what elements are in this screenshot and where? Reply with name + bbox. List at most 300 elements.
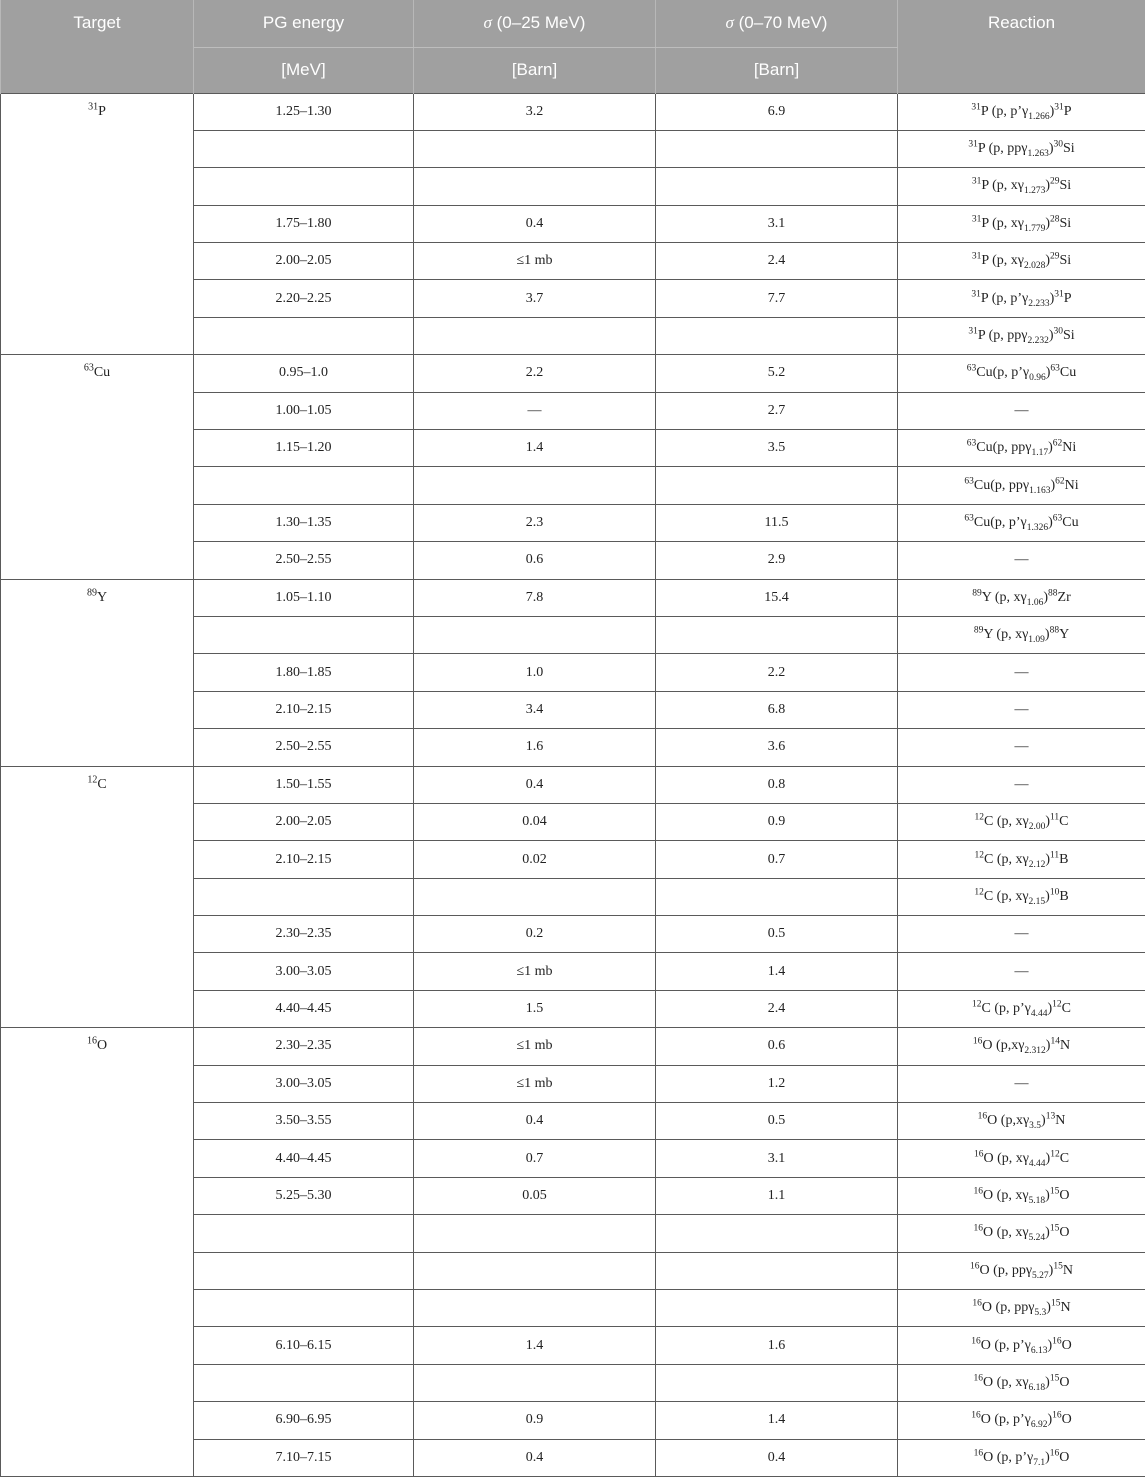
reaction-channel: (p, ppγ — [985, 141, 1028, 157]
pg-energy-cell — [194, 467, 414, 504]
reaction-cell — [898, 990, 1145, 1027]
product-mass-number: 29 — [1050, 251, 1060, 262]
product-symbol: B — [1059, 851, 1069, 867]
product-symbol: P — [1063, 290, 1072, 306]
reaction-channel: (p, xγ — [993, 851, 1029, 867]
product-symbol: Ni — [1064, 477, 1079, 493]
product-mass-number: 16 — [1049, 1448, 1060, 1459]
target-mass-number: 16 — [972, 1036, 983, 1047]
sigma-25-cell: 1.6 — [414, 729, 656, 766]
target-symbol: P — [980, 290, 989, 306]
sigma-70-cell: 2.7 — [656, 392, 898, 429]
gamma-energy: 2.12 — [1028, 859, 1046, 870]
reaction-cell — [898, 430, 1145, 467]
sigma-25-cell: 1.4 — [414, 430, 656, 467]
close-paren: ) — [1044, 627, 1050, 643]
pg-energy-cell: 1.75–1.80 — [194, 205, 414, 242]
product-mass-number: 62 — [1055, 475, 1065, 486]
close-paren: ) — [1045, 888, 1050, 904]
close-paren: ) — [1049, 103, 1055, 119]
product-mass-number: 88 — [1048, 588, 1058, 599]
product-symbol: Cu — [1062, 514, 1079, 530]
reaction-cell — [898, 467, 1145, 504]
target-mass-number: 63 — [964, 475, 974, 486]
close-paren: ) — [1045, 1188, 1050, 1204]
pg-energy-cell: 1.30–1.35 — [194, 504, 414, 541]
reaction-cell: — — [898, 729, 1145, 766]
reaction-cell — [898, 803, 1145, 840]
reaction-channel: (p, ppγ — [992, 440, 1032, 456]
product-symbol: O — [1061, 1337, 1072, 1353]
sigma-25-cell — [414, 1215, 656, 1252]
reaction-channel: (p, p’γ — [988, 290, 1029, 306]
close-paren: ) — [1045, 1374, 1050, 1390]
target-mass-number: 12 — [974, 812, 984, 823]
sigma-70-range: (0–70 MeV) — [738, 13, 828, 32]
close-paren: ) — [1048, 440, 1053, 456]
product-mass-number: 88 — [1049, 625, 1060, 636]
product-mass-number: 15 — [1049, 1186, 1060, 1197]
pg-energy-cell — [194, 1252, 414, 1289]
pg-energy-cell — [194, 616, 414, 653]
reaction-channel: (p, xγ — [993, 1225, 1029, 1241]
reaction-cell — [898, 1364, 1145, 1401]
sigma-70-cell: 1.2 — [656, 1065, 898, 1102]
product-symbol: C — [1059, 1150, 1070, 1166]
target-symbol: P — [977, 141, 986, 157]
close-paren: ) — [1047, 1412, 1053, 1428]
product-symbol: N — [1055, 1113, 1066, 1129]
close-paren: ) — [1049, 290, 1055, 306]
target-symbol: O — [981, 1300, 993, 1316]
table-body — [1, 93, 1145, 1476]
pg-energy-cell: 1.00–1.05 — [194, 392, 414, 429]
sigma-70-cell: 0.4 — [656, 1439, 898, 1476]
sigma-70-cell: 0.5 — [656, 1103, 898, 1140]
gamma-energy: 7.1 — [1033, 1457, 1046, 1468]
product-mass-number: 14 — [1050, 1036, 1060, 1047]
product-symbol: Si — [1059, 215, 1072, 231]
gamma-energy: 1.17 — [1031, 448, 1049, 458]
product-symbol: O — [1059, 1188, 1070, 1204]
sigma-symbol: σ — [483, 13, 492, 32]
pg-energy-cell: 6.90–6.95 — [194, 1402, 414, 1439]
sigma-25-cell: 2.2 — [414, 355, 656, 392]
product-symbol: B — [1059, 888, 1069, 904]
gamma-energy: 2.312 — [1024, 1046, 1046, 1057]
target-mass-number: 12 — [972, 999, 982, 1010]
reaction-cell — [898, 1252, 1145, 1289]
product-symbol: Ni — [1062, 440, 1077, 456]
product-mass-number: 15 — [1049, 1223, 1060, 1234]
sigma-25-cell: 0.05 — [414, 1177, 656, 1214]
product-symbol: Si — [1063, 141, 1075, 157]
target-symbol: P — [981, 215, 989, 231]
gamma-energy: 2.028 — [1023, 261, 1046, 272]
reaction-cell — [898, 504, 1145, 541]
reaction-cell — [898, 1439, 1145, 1476]
target-symbol: P — [977, 328, 986, 344]
pg-energy-cell — [194, 130, 414, 167]
target-mass-number: 31 — [971, 251, 982, 262]
target-mass-number: 16 — [973, 1223, 984, 1234]
pg-energy-cell: 1.25–1.30 — [194, 93, 414, 130]
reaction-cell: — — [898, 392, 1145, 429]
close-paren: ) — [1048, 1262, 1054, 1278]
target-symbol: O — [983, 1225, 994, 1241]
reaction-channel: (p, p’γ — [990, 514, 1027, 530]
sigma-70-cell — [656, 878, 898, 915]
close-paren: ) — [1041, 1113, 1046, 1129]
reaction-channel: (p, xγ — [993, 1374, 1029, 1390]
pg-energy-cell: 2.50–2.55 — [194, 729, 414, 766]
close-paren: ) — [1045, 814, 1050, 830]
gamma-energy: 4.44 — [1028, 1158, 1046, 1169]
pg-energy-cell — [194, 317, 414, 354]
reaction-cell: — — [898, 953, 1145, 990]
sigma-25-cell: 0.6 — [414, 542, 656, 579]
sigma-25-cell: 2.3 — [414, 504, 656, 541]
gamma-energy: 6.13 — [1030, 1345, 1048, 1356]
target-symbol: O — [983, 1374, 994, 1390]
sigma-70-cell: 1.4 — [656, 953, 898, 990]
target-mass-number: 63 — [964, 513, 974, 524]
target-element: P — [98, 103, 106, 119]
target-symbol: O — [979, 1262, 990, 1278]
sigma-25-cell: 1.4 — [414, 1327, 656, 1364]
reaction-cell: — — [898, 916, 1145, 953]
reaction-channel: (p, xγ — [993, 1188, 1029, 1204]
target-mass-number: 16 — [977, 1111, 988, 1122]
sigma-25-cell: 3.7 — [414, 280, 656, 317]
reaction-cell — [898, 579, 1145, 616]
product-mass-number: 30 — [1053, 326, 1063, 337]
col-header-target: Target — [1, 0, 194, 93]
gamma-energy: 3.5 — [1029, 1121, 1042, 1132]
reaction-channel: (p, xγ — [991, 589, 1027, 605]
reaction-cell — [898, 1402, 1145, 1439]
close-paren: ) — [1045, 1449, 1050, 1465]
gamma-energy: 5.24 — [1028, 1233, 1046, 1244]
sigma-25-cell — [414, 878, 656, 915]
sigma-70-cell: 2.4 — [656, 243, 898, 280]
product-symbol: Si — [1063, 328, 1075, 344]
pg-energy-cell: 6.10–6.15 — [194, 1327, 414, 1364]
sigma-25-cell: 3.4 — [414, 691, 656, 728]
product-symbol: O — [1061, 1412, 1072, 1428]
gamma-energy: 1.163 — [1029, 485, 1051, 496]
product-mass-number: 13 — [1045, 1111, 1056, 1122]
pg-energy-cell — [194, 1364, 414, 1401]
target-cell — [1, 355, 194, 579]
target-mass-number: 31 — [971, 288, 981, 299]
product-mass-number: 11 — [1050, 849, 1060, 860]
target-mass-number: 16 — [973, 1373, 984, 1384]
table-row — [1, 1028, 1145, 1065]
target-cell — [1, 766, 194, 1028]
target-mass-number: 16 — [972, 1298, 982, 1309]
reaction-cell — [898, 243, 1145, 280]
target-symbol: P — [981, 178, 989, 194]
product-mass-number: 16 — [1052, 1410, 1062, 1421]
close-paren: ) — [1045, 365, 1051, 381]
table-row — [1, 579, 1145, 616]
sigma-70-cell: 0.5 — [656, 916, 898, 953]
target-symbol: Cu — [976, 365, 993, 381]
gamma-energy: 0.96 — [1029, 373, 1046, 384]
reaction-channel: (p, ppγ — [985, 328, 1028, 344]
target-symbol: C — [984, 851, 994, 867]
reaction-cell — [898, 878, 1145, 915]
pg-energy-cell: 2.30–2.35 — [194, 1028, 414, 1065]
sigma-70-cell — [656, 130, 898, 167]
sigma-25-cell — [414, 1364, 656, 1401]
reaction-cell — [898, 841, 1145, 878]
target-symbol: C — [981, 1001, 991, 1017]
sigma-25-cell — [414, 130, 656, 167]
product-symbol: Cu — [1059, 365, 1077, 381]
pg-energy-cell: 3.00–3.05 — [194, 1065, 414, 1102]
gamma-energy: 2.233 — [1028, 298, 1050, 309]
product-symbol: P — [1063, 103, 1072, 119]
close-paren: ) — [1045, 1038, 1051, 1054]
close-paren: ) — [1045, 253, 1050, 269]
sigma-25-cell: ≤1 mb — [414, 953, 656, 990]
sigma-70-cell: 6.9 — [656, 93, 898, 130]
sigma-25-cell: 0.04 — [414, 803, 656, 840]
table-row — [1, 766, 1145, 803]
product-mass-number: 11 — [1050, 812, 1060, 823]
reaction-cell — [898, 93, 1145, 130]
product-mass-number: 12 — [1052, 999, 1062, 1010]
reaction-cell — [898, 1215, 1145, 1252]
reaction-cell — [898, 1177, 1145, 1214]
reaction-cell: — — [898, 691, 1145, 728]
reaction-cell: — — [898, 654, 1145, 691]
sigma-70-cell: 11.5 — [656, 504, 898, 541]
product-mass-number: 15 — [1050, 1298, 1061, 1309]
pg-energy-cell: 7.10–7.15 — [194, 1439, 414, 1476]
target-mass-number: 63 — [966, 363, 977, 374]
target-mass: 31 — [88, 100, 99, 112]
pg-energy-cell: 2.00–2.05 — [194, 803, 414, 840]
sigma-25-cell: 0.4 — [414, 766, 656, 803]
sigma-70-cell: 1.6 — [656, 1327, 898, 1364]
product-mass-number: 30 — [1053, 139, 1063, 150]
reaction-channel: (p, p’γ — [990, 1337, 1031, 1353]
target-symbol: O — [980, 1412, 991, 1428]
reaction-cell — [898, 1028, 1145, 1065]
product-mass-number: 12 — [1050, 1148, 1060, 1159]
target-symbol: Y — [983, 627, 993, 643]
target-symbol: C — [984, 814, 994, 830]
reaction-channel: (p, xγ — [988, 178, 1024, 194]
close-paren: ) — [1045, 178, 1050, 194]
gamma-energy: 1.779 — [1023, 223, 1046, 234]
product-mass-number: 29 — [1050, 176, 1060, 187]
sigma-70-cell: 3.6 — [656, 729, 898, 766]
target-mass-number: 31 — [968, 139, 978, 150]
product-symbol: Si — [1059, 253, 1072, 269]
target-mass-number: 31 — [971, 176, 982, 187]
target-symbol: Cu — [973, 477, 991, 493]
pg-energy-cell: 2.10–2.15 — [194, 841, 414, 878]
reaction-channel: (p,xγ — [997, 1113, 1030, 1129]
table-row — [1, 93, 1145, 130]
pg-energy-cell: 3.50–3.55 — [194, 1103, 414, 1140]
reaction-channel: (p,xγ — [992, 1038, 1025, 1054]
close-paren: ) — [1047, 1337, 1053, 1353]
sigma-25-cell: 0.4 — [414, 205, 656, 242]
target-symbol: C — [983, 888, 994, 904]
sigma-70-cell — [656, 317, 898, 354]
target-symbol: Cu — [973, 514, 991, 530]
sigma-70-cell: 1.4 — [656, 1402, 898, 1439]
sigma-70-cell: 15.4 — [656, 579, 898, 616]
target-mass: 12 — [87, 773, 98, 785]
sigma-70-cell: 7.7 — [656, 280, 898, 317]
sigma-25-cell — [414, 467, 656, 504]
close-paren: ) — [1048, 514, 1053, 530]
sigma-symbol: σ — [725, 13, 734, 32]
product-symbol: C — [1059, 814, 1069, 830]
target-element: Cu — [93, 365, 111, 381]
reaction-channel: (p, p’γ — [993, 1449, 1034, 1465]
reaction-cell: — — [898, 1065, 1145, 1102]
target-symbol: O — [987, 1113, 998, 1129]
reaction-channel: (p, xγ — [988, 215, 1024, 231]
target-symbol: Cu — [976, 440, 993, 456]
product-mass-number: 16 — [1052, 1335, 1062, 1346]
target-mass-number: 89 — [972, 588, 982, 599]
product-symbol: O — [1059, 1374, 1070, 1390]
reaction-cell — [898, 355, 1145, 392]
pg-energy-cell: 2.10–2.15 — [194, 691, 414, 728]
col-header-sigma-70 — [656, 0, 898, 47]
gamma-energy: 2.232 — [1027, 335, 1049, 346]
target-mass-number: 16 — [970, 1261, 980, 1272]
col-header-sigma-25 — [414, 0, 656, 47]
reaction-channel: (p, ppγ — [990, 477, 1030, 493]
target-mass-number: 31 — [971, 214, 982, 225]
gamma-energy: 1.273 — [1023, 186, 1046, 197]
sigma-25-range: (0–25 MeV) — [496, 13, 586, 32]
sigma-70-cell — [656, 1290, 898, 1327]
product-symbol: Y — [1059, 627, 1070, 643]
sigma-25-cell: 0.7 — [414, 1140, 656, 1177]
table-row — [1, 355, 1145, 392]
close-paren: ) — [1045, 1150, 1051, 1166]
close-paren: ) — [1043, 589, 1049, 605]
product-mass-number: 28 — [1050, 214, 1060, 225]
target-symbol: O — [983, 1449, 994, 1465]
gamma-energy: 6.18 — [1028, 1382, 1046, 1393]
sigma-70-cell: 0.9 — [656, 803, 898, 840]
sigma-25-cell — [414, 1252, 656, 1289]
sigma-25-cell: 0.2 — [414, 916, 656, 953]
target-symbol: P — [980, 103, 989, 119]
col-header-reaction: Reaction — [898, 0, 1145, 93]
reaction-cell — [898, 616, 1145, 653]
pg-energy-cell: 2.00–2.05 — [194, 243, 414, 280]
sigma-70-cell — [656, 467, 898, 504]
sigma-25-cell: 3.2 — [414, 93, 656, 130]
target-symbol: O — [983, 1188, 994, 1204]
pg-energy-cell: 3.00–3.05 — [194, 953, 414, 990]
pg-energy-cell: 1.50–1.55 — [194, 766, 414, 803]
sigma-70-cell: 0.6 — [656, 1028, 898, 1065]
sigma-70-cell: 6.8 — [656, 691, 898, 728]
product-symbol: N — [1060, 1300, 1071, 1316]
pg-energy-cell: 1.80–1.85 — [194, 654, 414, 691]
target-mass-number: 12 — [974, 849, 984, 860]
reaction-channel: (p, xγ — [992, 627, 1029, 643]
sigma-25-cell: 0.02 — [414, 841, 656, 878]
sigma-70-cell: 0.8 — [656, 766, 898, 803]
target-mass-number: 16 — [971, 1335, 981, 1346]
sigma-70-cell: 3.5 — [656, 430, 898, 467]
reaction-cell — [898, 1327, 1145, 1364]
col-unit-pg-energy: [MeV] — [194, 47, 414, 93]
target-mass-number: 16 — [973, 1148, 984, 1159]
sigma-25-cell: ≤1 mb — [414, 1065, 656, 1102]
target-mass: 89 — [86, 586, 97, 598]
product-symbol: Si — [1059, 178, 1072, 194]
product-mass-number: 31 — [1054, 288, 1064, 299]
close-paren: ) — [1048, 141, 1054, 157]
product-symbol: N — [1059, 1038, 1071, 1054]
close-paren: ) — [1045, 851, 1050, 867]
reaction-cell — [898, 168, 1145, 205]
gamma-energy: 6.92 — [1030, 1420, 1048, 1431]
product-symbol: O — [1059, 1449, 1070, 1465]
sigma-25-cell: 1.5 — [414, 990, 656, 1027]
sigma-25-cell: 0.9 — [414, 1402, 656, 1439]
target-mass-number: 16 — [971, 1410, 981, 1421]
pg-energy-cell: 2.50–2.55 — [194, 542, 414, 579]
target-mass-number: 89 — [973, 625, 984, 636]
sigma-70-cell: 5.2 — [656, 355, 898, 392]
target-mass-number: 16 — [973, 1186, 984, 1197]
target-symbol: O — [983, 1150, 994, 1166]
target-element: C — [97, 776, 107, 792]
pg-energy-cell: 2.20–2.25 — [194, 280, 414, 317]
target-cell — [1, 1028, 194, 1477]
sigma-70-cell: 0.7 — [656, 841, 898, 878]
target-symbol: O — [982, 1038, 993, 1054]
gamma-energy: 2.15 — [1028, 896, 1046, 907]
sigma-25-cell: 0.4 — [414, 1439, 656, 1476]
sigma-25-cell — [414, 168, 656, 205]
close-paren: ) — [1046, 1300, 1051, 1316]
reaction-channel: (p, xγ — [993, 1150, 1029, 1166]
reaction-channel: (p, xγ — [993, 888, 1029, 904]
target-mass-number: 12 — [974, 887, 984, 898]
sigma-70-cell: 2.4 — [656, 990, 898, 1027]
close-paren: ) — [1048, 328, 1054, 344]
product-mass-number: 63 — [1050, 363, 1060, 374]
gamma-energy: 4.44 — [1030, 1008, 1048, 1019]
product-symbol: Zr — [1057, 589, 1071, 605]
product-mass-number: 62 — [1052, 438, 1063, 449]
table-header — [1, 0, 1145, 93]
target-mass-number: 31 — [968, 326, 978, 337]
target-mass-number: 63 — [966, 438, 977, 449]
sigma-25-cell — [414, 616, 656, 653]
col-header-pg-energy: PG energy — [194, 0, 414, 47]
reaction-cell — [898, 1103, 1145, 1140]
target-element: O — [96, 1038, 108, 1054]
